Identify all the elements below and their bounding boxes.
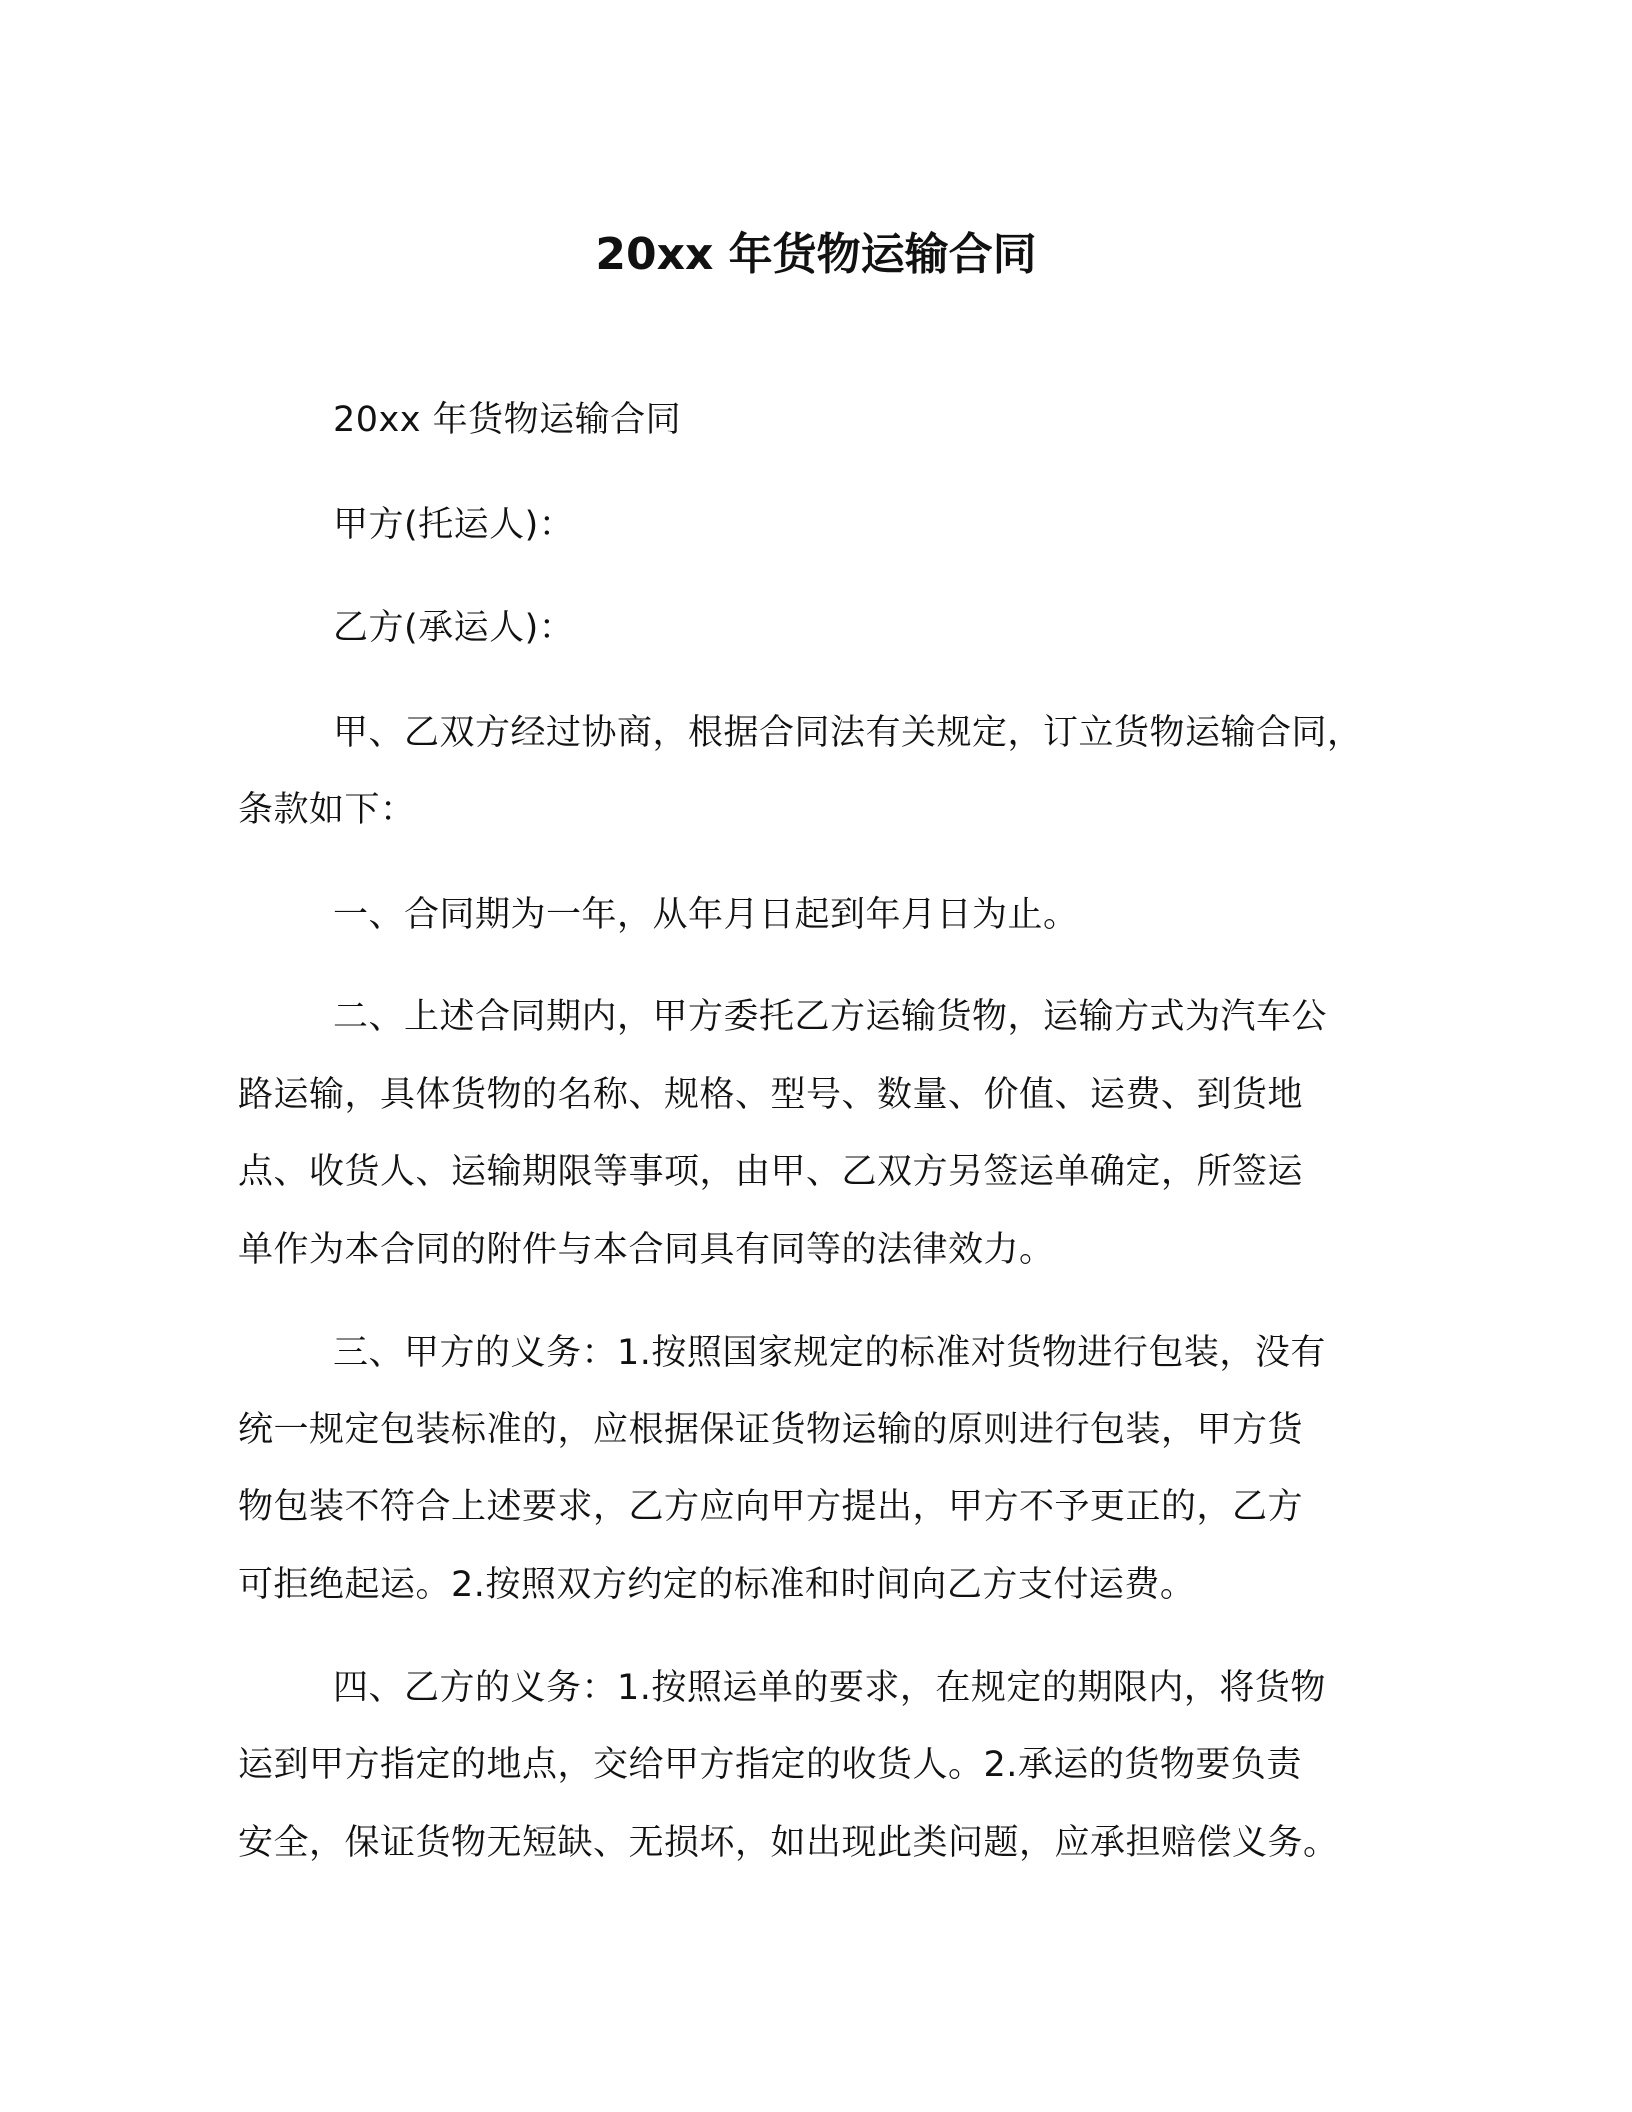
clause-3-line: 物包装不符合上述要求，乙方应向甲方提出，甲方不予更正的，乙方 xyxy=(238,1487,1304,1527)
clause-4-line: 四、乙方的义务：1.按照运单的要求，在规定的期限内，将货物 xyxy=(333,1668,1326,1708)
clause-4-line: 安全，保证货物无短缺、无损坏，如出现此类问题，应承担赔偿义务。 xyxy=(238,1823,1339,1863)
party-a-line: 甲方(托运人)： xyxy=(333,505,575,545)
clause-3-line: 三、甲方的义务：1.按照国家规定的标准对货物进行包装，没有 xyxy=(333,1333,1326,1373)
document-title: 20xx 年货物运输合同 xyxy=(595,229,1037,280)
clause-2-line: 二、上述合同期内，甲方委托乙方运输货物，运输方式为汽车公 xyxy=(333,997,1328,1037)
clause-2-line: 路运输，具体货物的名称、规格、型号、数量、价值、运费、到货地 xyxy=(238,1075,1304,1115)
clause-1-line: 一、合同期为一年，从年月日起到年月日为止。 xyxy=(333,895,1079,935)
clause-4-line: 运到甲方指定的地点，交给甲方指定的收货人。2.承运的货物要负责 xyxy=(238,1745,1302,1785)
preamble-line: 甲、乙双方经过协商，根据合同法有关规定，订立货物运输合同， xyxy=(333,713,1363,753)
clause-3-line: 统一规定包装标准的，应根据保证货物运输的原则进行包装，甲方货 xyxy=(238,1410,1304,1450)
clause-2-line: 单作为本合同的附件与本合同具有同等的法律效力。 xyxy=(238,1230,1055,1270)
clause-3-line: 可拒绝起运。2.按照双方约定的标准和时间向乙方支付运费。 xyxy=(238,1565,1196,1605)
subtitle-line: 20xx 年货物运输合同 xyxy=(333,400,682,440)
party-b-line: 乙方(承运人)： xyxy=(333,608,575,648)
clause-2-line: 点、收货人、运输期限等事项，由甲、乙双方另签运单确定，所签运 xyxy=(238,1152,1304,1192)
preamble-line: 条款如下： xyxy=(238,790,416,830)
